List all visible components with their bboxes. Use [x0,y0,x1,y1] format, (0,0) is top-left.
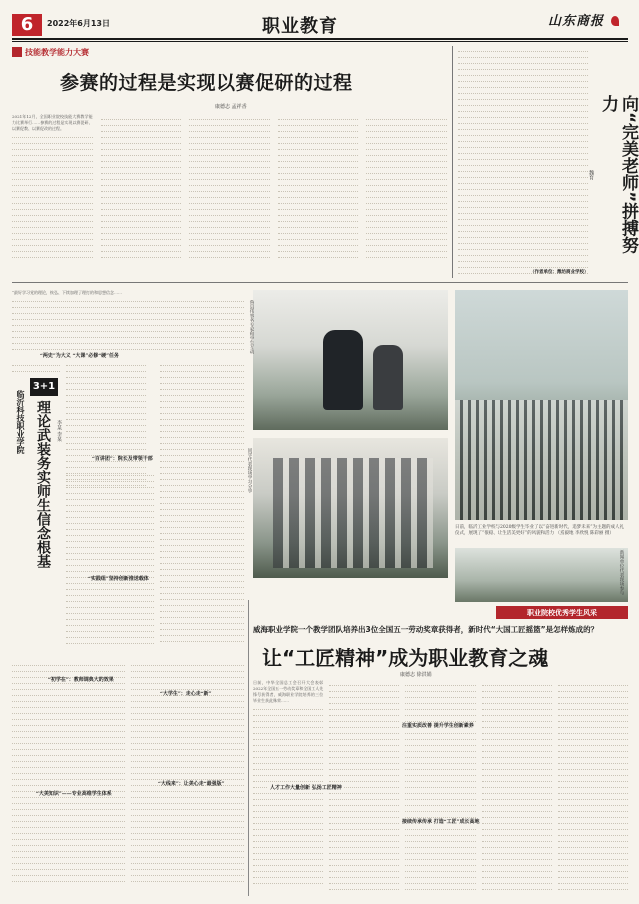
article3-col4 [482,680,552,890]
sidebar-signoff: （作者单位：潍坊商业学校） [530,270,589,275]
photo-1 [253,290,448,430]
article2-subhead-4: “初学在”：教师调典大的效果 [48,677,114,683]
column-tag-label: 技能教学能力大赛 [25,47,89,57]
photo-1-figure [323,330,363,410]
logo-mark-icon [611,16,619,26]
article1-col3 [189,114,270,260]
article2-byline: 李某 李某 [56,420,62,442]
article1-body [12,114,447,260]
issue-date: 2022年6月13日 [47,19,110,28]
photo-3-credit: （焉毅地 李欣悦 陈彩丽 摄） [555,531,614,536]
article2-body-text: “最好学习党的理论，恢弘、下续加理了理打的和思想信念…… [12,290,123,295]
article2-subhead-7: “大线来”：让美心走“最强版” [158,781,225,787]
photo-2-figure [273,458,433,568]
article2-col-left [12,360,60,374]
photo-4 [455,548,628,602]
photo-3-caption [455,525,625,537]
sidebar-body [458,46,588,278]
photo-2 [253,438,448,578]
column-tag-icon [12,47,22,57]
article3-subhead-3: 接续传承传承 打造“工匠”成长高地 [402,819,480,825]
article2-subhead-5: “大美知识”——专业高维学生体系 [36,791,112,797]
sidebar-title: 向“完美老师”拼搏努力 [598,95,638,254]
sidebar-divider [452,46,453,278]
paper-logo [548,10,628,36]
article2-title: 理论武装务实师生信念根基 [35,400,51,568]
photo-3-caption-text: 日前，临沂工业学校与2020级学生毕业了以“奋进新时代，追梦未来”为主题的成人礼仪式，展现了“很稳、让生活美更好”的风貌和活力 [455,525,625,536]
article2-subhead-2: “百讲团”：院长及带领干部 [92,456,153,462]
photo-1-figure-2 [373,345,403,410]
section-title: 职业教育 [262,16,338,37]
page-number: 6 [20,14,34,35]
article1-col5 [366,114,447,260]
article3-kicker-tag [496,606,628,619]
article3-subhead-2: 注重实质改善 提升学生创新素养 [402,723,474,729]
article3-col3 [405,680,475,890]
photo-1-caption: 鲁县伟事务专家和学生互动 [249,300,254,354]
article3-byline: 康德志 徐洪娟 [400,672,432,678]
photo-4-caption: 新闻单位代表现场参与 [619,550,624,595]
article1-body-text: 2021年12月，全国职业院校技能大赛教学能力比赛举行……参赛的过程是实现以赛促研、以赛促教、以赛促改的过程。 [12,114,93,131]
article2-school: 临沂科技职业学院 [16,390,26,454]
article2-kicker: 3+1 [30,378,58,396]
article1-col4 [278,114,359,260]
photo-3-crowd [455,400,628,520]
article2-intro [12,290,244,350]
masthead-rule-thin [12,41,628,42]
article3-subhead-1: 人才工作大量创新 弘扬工匠精神 [270,785,342,791]
article2-col-mid-lower [66,470,154,650]
article2-subhead-6: “大学生”：走心走“新” [160,691,212,697]
masthead-rule [12,38,628,40]
article1-col2 [101,114,182,260]
article2-subhead-3: “实践组”坚持创新推送载体 [88,576,149,582]
article2-lower-col1 [12,660,125,882]
center-column-divider [248,600,249,896]
page-number-badge [12,14,42,36]
article1-title: 参赛的过程是实现以赛促研的过程 [60,72,353,94]
article3-col5 [558,680,628,890]
article1-byline: 康德志 孟祥香 [215,104,247,110]
article3-kicker-label: 职业院校优秀学生风采 [527,608,597,617]
article1-col1 [12,114,93,260]
photo-2-caption: 同学代表现场学习分享 [247,448,252,493]
article2-subhead-1: “两史”为大义 “大课”必修“硬”任务 [40,353,119,359]
sidebar-author: 魏育 [588,170,594,180]
photo-3 [455,290,628,520]
article3-deck: 威海职业学院一个教学团队培养出3位全国五一劳动奖章获得者，新时代“大国工匠摇篮”是怎样炼成的？ [253,625,599,634]
column-tag [12,46,89,58]
article2-col-right [160,360,244,650]
article3-title: 让“工匠精神”成为职业教育之魂 [262,646,549,670]
article3-body-text: 日前，中华全国总工会召开大会表彰2022年全国五一劳动奖章和全国工人先锋号获得者，威海职业学院培养的三位毕业生获此殊荣…… [253,680,324,703]
top-section-rule [12,282,628,283]
paper-name: 山东商报 [548,14,605,29]
